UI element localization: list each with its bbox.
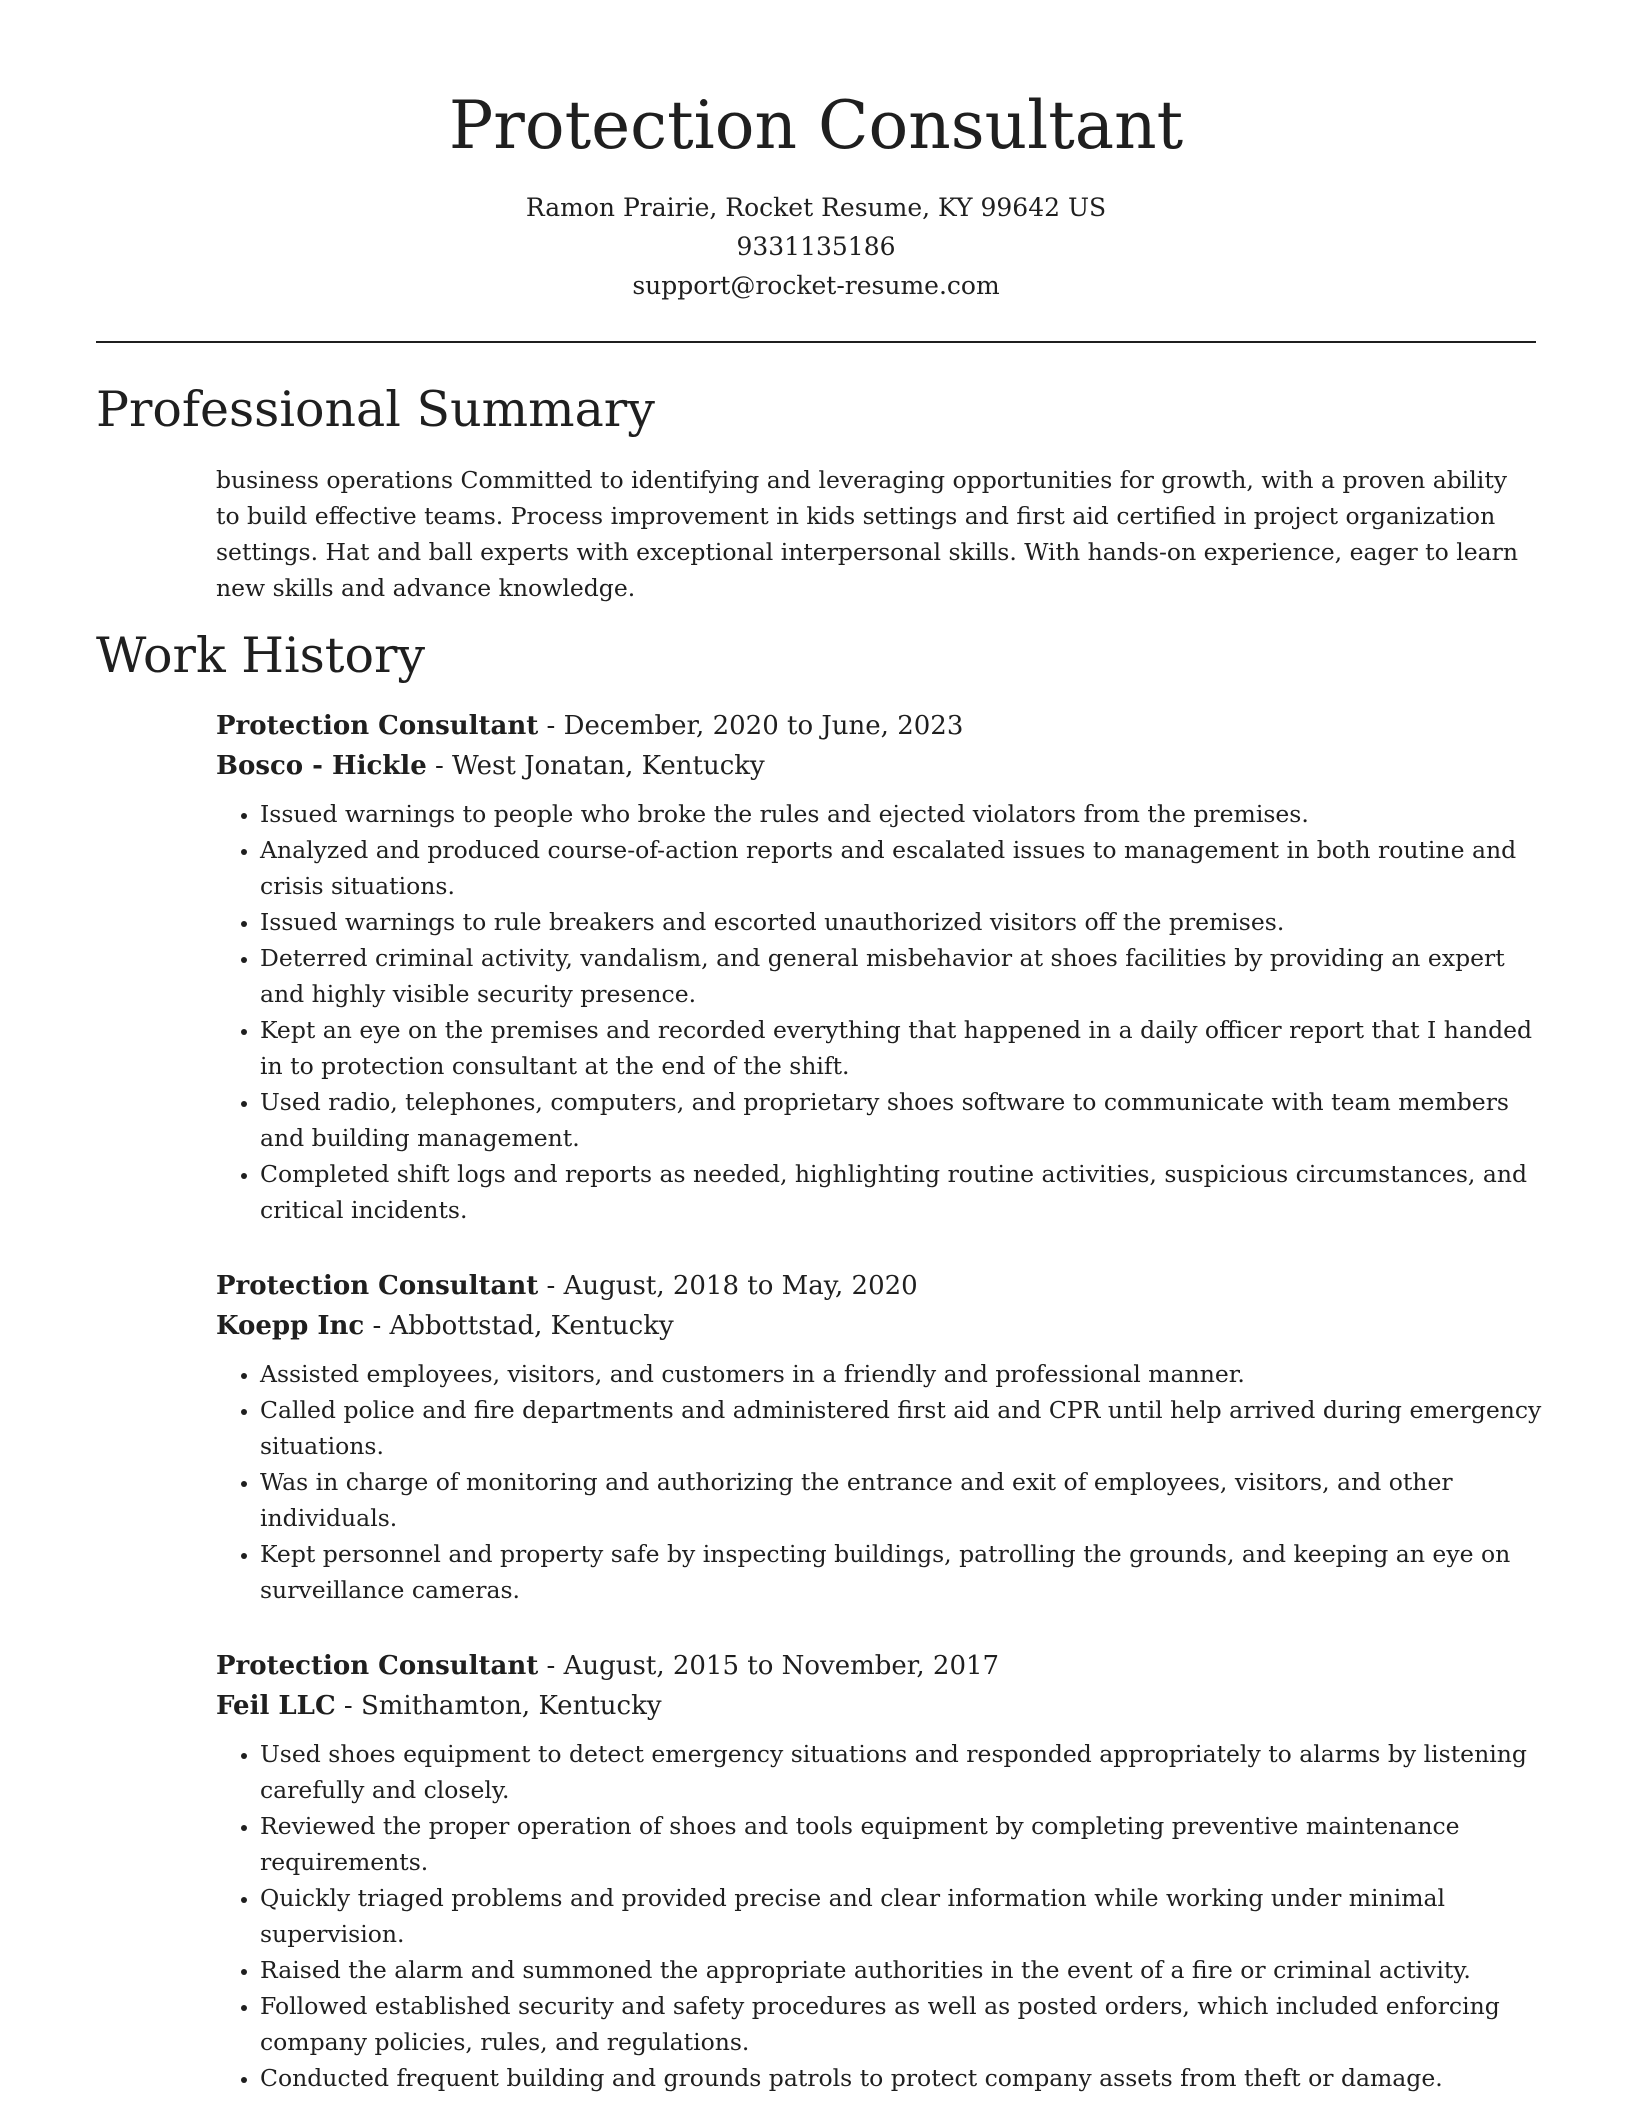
summary-heading: Professional Summary <box>96 381 655 438</box>
duty-item: • Deterred criminal activity, vandalism, and general misbehavior at shoes facilities by providing an expert and highly visible security presence. <box>260 940 1546 1012</box>
job-entry <box>216 1646 1546 2096</box>
duty-item: • Conducted frequent building and grounds patrols to protect company assets from theft or damage. <box>260 2060 1546 2096</box>
job-title-line <box>216 1266 1546 1306</box>
duty-item: • Completed shift logs and reports as needed, highlighting routine activities, suspicious circumstances, and critical incidents. <box>260 1156 1546 1228</box>
summary-text: business operations Committed to identifying and leveraging opportunities for growth, with a proven ability to build effective teams. Process improvement in kids settings and first aid certified in project organization settings. Hat and ball experts with exceptional interpersonal skills. With hands-on experience, eager to learn new skills and advance knowledge. <box>216 466 1519 602</box>
job-location: - Abbottstad, Kentucky <box>364 1311 674 1341</box>
duty-item: • Called police and fire departments and administered first aid and CPR until help arrived during emergency situations. <box>260 1392 1546 1464</box>
job-entry <box>216 1266 1546 1608</box>
duty-list <box>216 1736 1546 2096</box>
job-company-line <box>216 1686 1546 1726</box>
job-entry <box>216 706 1546 1228</box>
resume-header <box>96 78 1536 305</box>
job-title: Protection Consultant <box>216 1271 539 1301</box>
duty-item: • Quickly triaged problems and provided precise and clear information while working under minimal supervision. <box>260 1880 1546 1952</box>
job-title: Protection Consultant <box>216 711 539 741</box>
job-company: Bosco - Hickle <box>216 751 427 781</box>
contact-address: Ramon Prairie, Rocket Resume, KY 99642 US <box>525 193 1107 222</box>
contact-email: support@rocket-resume.com <box>632 271 1000 300</box>
job-company: Feil LLC <box>216 1691 336 1721</box>
job-title-line <box>216 1646 1546 1686</box>
duty-item: • Followed established security and safety procedures as well as posted orders, which included enforcing company policies, rules, and regulations. <box>260 1988 1546 2060</box>
job-company: Koepp Inc <box>216 1311 365 1341</box>
job-company-line <box>216 1306 1546 1346</box>
duty-list <box>216 796 1546 1228</box>
duty-item: • Issued warnings to rule breakers and escorted unauthorized visitors off the premises. <box>260 904 1546 940</box>
contact-phone: 9331135186 <box>736 232 896 261</box>
duty-item: • Used radio, telephones, computers, and proprietary shoes software to communicate with team members and building management. <box>260 1084 1546 1156</box>
job-title: Protection Consultant <box>216 1651 539 1681</box>
header-divider <box>96 341 1536 343</box>
job-company-line <box>216 746 1546 786</box>
duty-item: • Kept an eye on the premises and recorded everything that happened in a daily officer report that I handed in to protection consultant at the end of the shift. <box>260 1012 1546 1084</box>
work-history-heading: Work History <box>96 627 426 684</box>
duty-item: • Was in charge of monitoring and authorizing the entrance and exit of employees, visitors, and other individuals. <box>260 1464 1546 1536</box>
duty-item: • Analyzed and produced course-of-action reports and escalated issues to management in both routine and crisis situations. <box>260 832 1546 904</box>
duty-item: • Raised the alarm and summoned the appropriate authorities in the event of a fire or criminal activity. <box>260 1952 1546 1988</box>
duty-item: • Assisted employees, visitors, and customers in a friendly and professional manner. <box>260 1356 1546 1392</box>
duty-list <box>216 1356 1546 1608</box>
job-location: - West Jonatan, Kentucky <box>426 751 765 781</box>
job-location: - Smithamton, Kentucky <box>335 1691 662 1721</box>
duty-item: • Kept personnel and property safe by inspecting buildings, patrolling the grounds, and keeping an eye on surveillance cameras. <box>260 1536 1546 1608</box>
duty-item: • Issued warnings to people who broke the rules and ejected violators from the premises. <box>260 796 1546 832</box>
duty-item: • Reviewed the proper operation of shoes and tools equipment by completing preventive maintenance requirements. <box>260 1808 1546 1880</box>
duty-item: • Used shoes equipment to detect emergency situations and responded appropriately to alarms by listening carefully and closely. <box>260 1736 1546 1808</box>
job-dates: - August, 2015 to November, 2017 <box>538 1651 1000 1681</box>
job-dates: - August, 2018 to May, 2020 <box>538 1271 918 1301</box>
job-title-line <box>216 706 1546 746</box>
job-dates: - December, 2020 to June, 2023 <box>538 711 964 741</box>
candidate-name: Protection Consultant <box>448 87 1184 164</box>
